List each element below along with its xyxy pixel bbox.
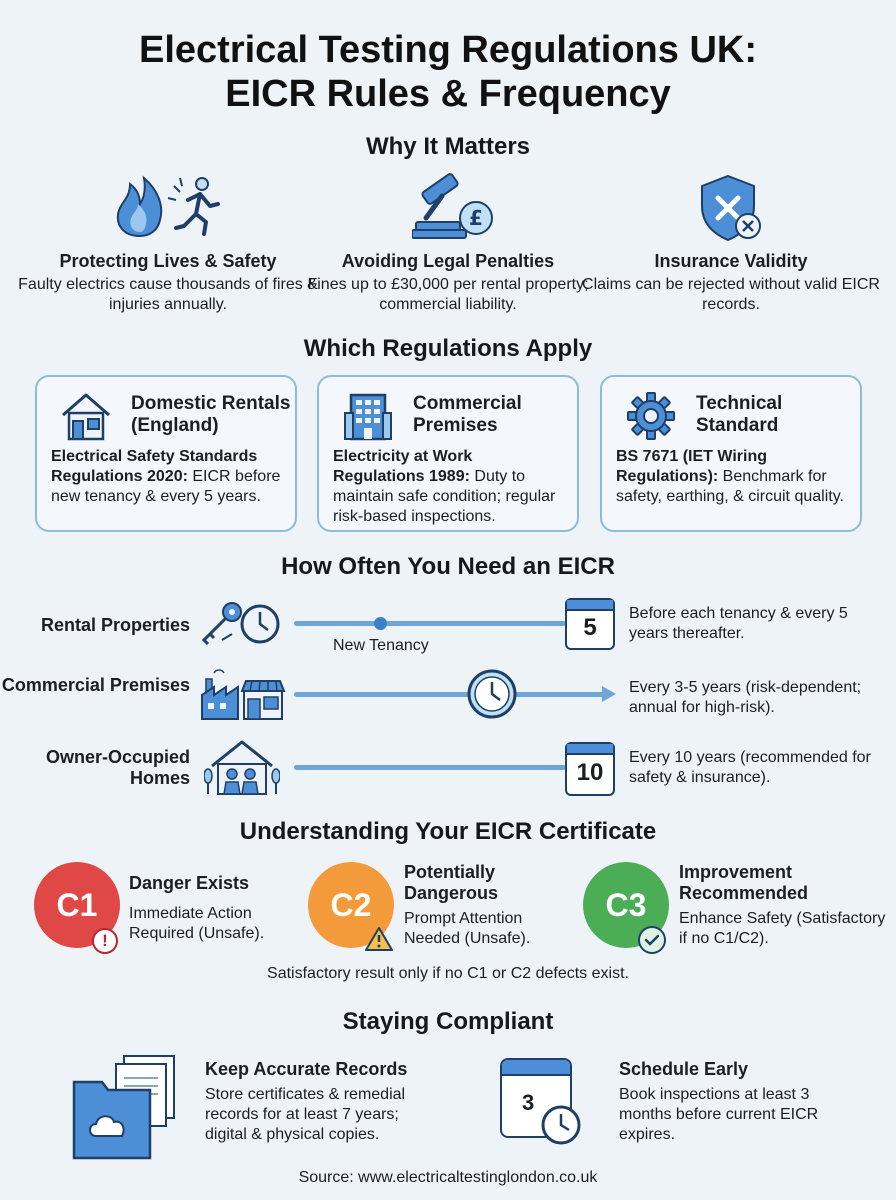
title-line-2: EICR Rules & Frequency: [225, 73, 671, 115]
reg-card-title: Commercial Premises: [413, 393, 522, 436]
why-item-lives: [18, 250, 318, 315]
calendar-number: 10: [576, 759, 604, 786]
folder-cloud-icon: [72, 1052, 184, 1167]
key-clock-icon: [198, 600, 286, 653]
why-item-title: Avoiding Legal Penalties: [341, 251, 555, 271]
why-item-text: Faulty electrics cause thousands of fires & injuries annually.: [18, 276, 318, 313]
code-c1-badge: C1: [34, 862, 120, 948]
reg-name: Electricity at Work Regulations 1989:: [333, 448, 473, 485]
frequency-heading: How Often You Need an EICR: [281, 553, 615, 580]
freq-row-label: Commercial Premises: [1, 675, 190, 695]
compliant-item-text: Book inspections at least 3 months before current EICR expires.: [619, 1086, 819, 1143]
code-title: Improvement Recommended: [679, 862, 809, 903]
compliant-item-title: Schedule Early: [619, 1059, 749, 1079]
tenancy-marker-label: New Tenancy: [333, 637, 429, 654]
source-footer: Source: www.electricaltestinglondon.co.uk: [298, 1169, 598, 1186]
house-icon: [59, 391, 113, 446]
factory-shop-icon: [200, 665, 286, 726]
code-title: Danger Exists: [129, 873, 250, 893]
svg-text:£: £: [469, 206, 483, 230]
why-item-title: Protecting Lives & Safety: [59, 251, 277, 271]
why-item-legal: [298, 250, 598, 315]
title-line-1: Electrical Testing Regulations UK:: [139, 29, 757, 71]
reg-card-body: [51, 447, 285, 507]
code-title: Potentially Dangerous: [404, 862, 499, 903]
gear-icon: [626, 391, 676, 446]
reg-card-domestic: [35, 375, 297, 532]
compliant-heading: Staying Compliant: [342, 1008, 554, 1035]
code-c3-badge: C3: [583, 862, 669, 948]
clock-icon: [466, 668, 518, 725]
regs-heading: Which Regulations Apply: [303, 335, 593, 362]
tenancy-marker: [374, 617, 387, 630]
reg-card-commercial: [317, 375, 579, 532]
reg-name: Electrical Safety Standards Regulations 2020:: [51, 448, 258, 485]
warning-icon: [364, 926, 394, 957]
why-item-title: Insurance Validity: [654, 251, 808, 271]
reg-name: BS 7671 (IET Wiring Regulations):: [616, 448, 767, 485]
alert-icon: !: [92, 928, 118, 954]
calendar-10-icon: [565, 742, 615, 796]
freq-row-text: Before each tenancy & every 5 years thereafter.: [629, 605, 848, 642]
reg-card-body: [616, 447, 850, 507]
why-item-text: Fines up to £30,000 per rental property; commercial liability.: [307, 276, 589, 313]
reg-card-title: Technical Standard: [696, 393, 783, 436]
compliant-item-title: Keep Accurate Records: [205, 1059, 408, 1079]
code-c2-badge: C2: [308, 862, 394, 948]
certificate-note: Satisfactory result only if no C1 or C2 defects exist.: [267, 965, 629, 982]
freq-row-text: Every 3-5 years (risk-dependent; annual for high-risk).: [629, 679, 862, 716]
calendar-number: 5: [583, 614, 597, 641]
reg-desc: Benchmark for safety, earthing, & circuit quality.: [616, 468, 844, 505]
timeline-owner: [294, 765, 566, 770]
freq-row-label: Owner-Occupied Homes: [45, 747, 190, 788]
page-title: [0, 28, 896, 116]
shield-x-icon: [696, 172, 766, 247]
why-item-insurance: [581, 250, 881, 315]
code-text: Prompt Attention Needed (Unsafe).: [404, 910, 531, 947]
family-home-icon: [204, 738, 280, 803]
timeline-rental: [294, 621, 566, 626]
calendar-5-icon: [565, 598, 615, 650]
arrow-icon: [602, 686, 616, 702]
reg-card-title: Domestic Rentals (England): [131, 393, 291, 436]
why-heading: Why It Matters: [365, 133, 530, 160]
office-building-icon: [343, 389, 393, 446]
timeline-commercial: [294, 692, 610, 697]
reg-card-body: [333, 447, 567, 527]
code-text: Enhance Safety (Satisfactory if no C1/C2).: [679, 910, 886, 947]
freq-row-label: Rental Properties: [40, 615, 190, 635]
certificate-heading: Understanding Your EICR Certificate: [239, 818, 657, 845]
check-icon: [638, 926, 666, 954]
gavel-pound-icon: [412, 170, 496, 247]
reg-desc: Duty to maintain safe condition; regular risk-based inspections.: [333, 468, 556, 525]
calendar-clock-icon: [500, 1058, 572, 1142]
compliant-item-text: Store certificates & remedial records for at least 7 years; digital & physical copies.: [205, 1086, 406, 1143]
freq-row-text: Every 10 years (recommended for safety & insurance).: [629, 749, 871, 786]
reg-card-technical: [600, 375, 862, 532]
code-text: Immediate Action Required (Unsafe).: [129, 905, 265, 942]
fire-person-icon: [110, 170, 230, 245]
calendar-number: 3: [522, 1090, 535, 1115]
reg-desc: EICR before new tenancy & every 5 years.: [51, 468, 281, 505]
why-item-text: Claims can be rejected without valid EICR records.: [582, 276, 880, 313]
